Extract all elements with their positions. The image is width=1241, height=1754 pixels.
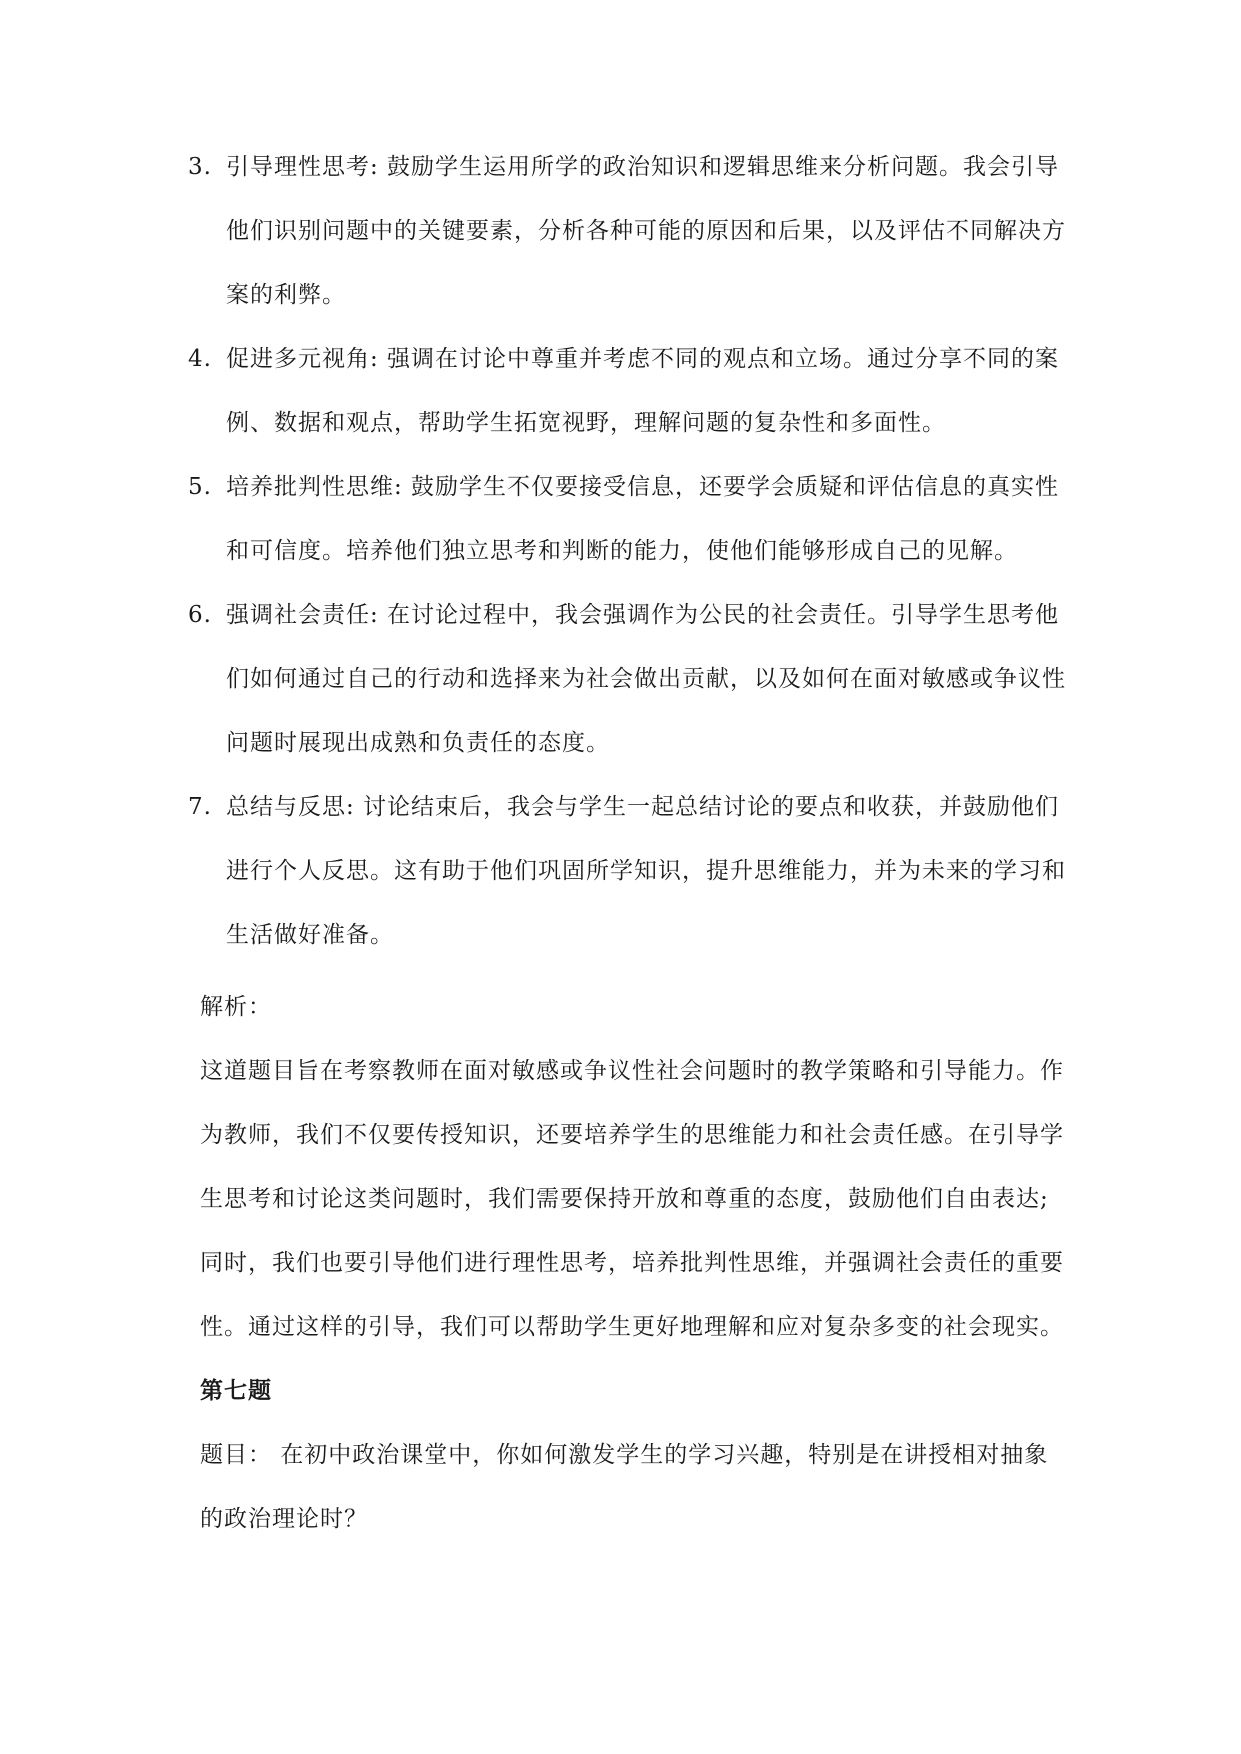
list-item xyxy=(188,327,1088,455)
text-line: 总结与反思: 讨论结束后，我会与学生一起总结讨论的要点和收获，并鼓励他们 xyxy=(226,794,1060,820)
text-line: 强调社会责任: 在讨论过程中，我会强调作为公民的社会责任。引导学生思考他 xyxy=(226,602,1060,628)
list-item-text xyxy=(226,327,1059,455)
text-line: 引导理性思考: 鼓励学生运用所学的政治知识和逻辑思维来分析问题。我会引导 xyxy=(226,154,1060,180)
question-heading: 第七题 xyxy=(200,1377,272,1404)
list-item-text xyxy=(226,455,1059,583)
text-line: 题目： 在初中政治课堂中，你如何激发学生的学习兴趣，特别是在讲授相对抽象 xyxy=(200,1442,1049,1468)
numbered-list xyxy=(188,135,1088,967)
text-line: 性。通过这样的引导，我们可以帮助学生更好地理解和应对复杂多变的社会现实。 xyxy=(200,1314,1064,1340)
text-line: 生活做好准备。 xyxy=(226,922,394,948)
text-line: 进行个人反思。这有助于他们巩固所学知识，提升思维能力，并为未来的学习和 xyxy=(226,858,1066,884)
text-line: 培养批判性思维: 鼓励学生不仅要接受信息，还要学会质疑和评估信息的真实性 xyxy=(226,474,1060,500)
list-item xyxy=(188,455,1088,583)
list-item-number: 7. xyxy=(188,794,212,820)
list-item-number: 5. xyxy=(188,474,212,500)
list-item xyxy=(188,583,1088,775)
text-line: 促进多元视角: 强调在讨论中尊重并考虑不同的观点和立场。通过分享不同的案 xyxy=(226,346,1060,372)
list-item xyxy=(188,775,1088,967)
list-item-number: 4. xyxy=(188,346,212,372)
text-line: 同时，我们也要引导他们进行理性思考，培养批判性思维，并强调社会责任的重要 xyxy=(200,1250,1064,1276)
text-line: 生思考和讨论这类问题时，我们需要保持开放和尊重的态度，鼓励他们自由表达; xyxy=(200,1186,1049,1212)
list-item-text xyxy=(226,775,1066,967)
analysis-label: 解析： xyxy=(200,994,272,1020)
list-item-text xyxy=(226,583,1066,775)
text-line: 例、数据和观点，帮助学生拓宽视野，理解问题的复杂性和多面性。 xyxy=(226,410,946,436)
text-line: 案的利弊。 xyxy=(226,282,346,308)
text-line: 问题时展现出成熟和负责任的态度。 xyxy=(226,730,610,756)
text-line: 的政治理论时？ xyxy=(200,1506,368,1532)
text-line: 们如何通过自己的行动和选择来为社会做出贡献，以及如何在面对敏感或争议性 xyxy=(226,666,1066,692)
list-item xyxy=(188,135,1088,327)
analysis-section xyxy=(200,975,1100,1359)
text-line: 这道题目旨在考察教师在面对敏感或争议性社会问题时的教学策略和引导能力。作 xyxy=(200,1058,1064,1084)
list-item-number: 6. xyxy=(188,602,212,628)
question-section xyxy=(200,1423,1048,1551)
text-line: 为教师，我们不仅要传授知识，还要培养学生的思维能力和社会责任感。在引导学 xyxy=(200,1122,1064,1148)
text-line: 和可信度。培养他们独立思考和判断的能力，使他们能够形成自己的见解。 xyxy=(226,538,1018,564)
text-line: 他们识别问题中的关键要素，分析各种可能的原因和后果，以及评估不同解决方 xyxy=(226,218,1066,244)
list-item-text xyxy=(226,135,1066,327)
list-item-number: 3. xyxy=(188,154,212,180)
